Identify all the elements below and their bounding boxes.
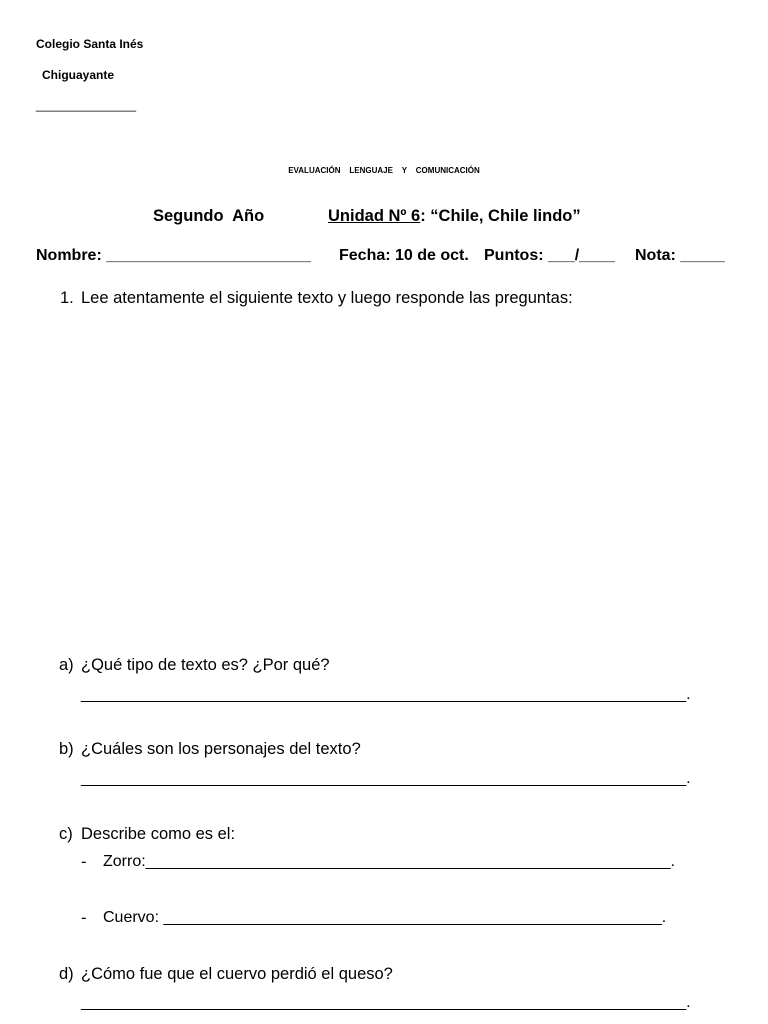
question-c-text: Describe como es el: [81,825,236,843]
question-d-answer-line[interactable]: ____________________________________________________________________. [81,994,691,1011]
question-d-letter: d) [59,965,74,983]
school-city: Chiguayante [42,68,115,82]
instruction-number: 1. [60,289,74,307]
question-a-answer-line[interactable]: ____________________________________________________________________. [81,686,691,703]
question-c-letter: c) [59,825,73,843]
date-field: Fecha: 10 de oct. [339,247,469,264]
question-a-letter: a) [59,656,74,674]
instruction-text: Lee atentamente el siguiente texto y luego responde las preguntas: [81,289,573,307]
exam-grade: Segundo Año [153,207,265,225]
grade-field: Nota: _____ [635,247,725,264]
question-b-answer-line[interactable]: ____________________________________________________________________. [81,770,691,787]
question-d-text: ¿Cómo fue que el cuervo perdió el queso? [81,965,393,983]
character-bullet: - [81,853,87,871]
name-field: Nombre: _______________________ [36,247,311,264]
unit-name: : “Chile, Chile lindo” [420,207,581,225]
question-b-text: ¿Cuáles son los personajes del texto? [81,740,361,758]
exam-unit [328,207,581,226]
zorro-answer-line[interactable]: Zorro:___________________________________________________________. [103,853,676,870]
question-a-text: ¿Qué tipo de texto es? ¿Por qué? [81,656,330,674]
character-bullet: - [81,909,87,927]
header-rule: _______________ [36,98,137,112]
question-b-letter: b) [59,740,74,758]
cuervo-answer-line[interactable]: Cuervo: ________________________________________________________. [103,909,667,926]
unit-label: Unidad Nº 6 [328,207,421,225]
points-field: Puntos: ___/____ [484,247,615,264]
school-name: Colegio Santa Inés [36,37,144,51]
exam-title: EVALUACIÓN LENGUAJE Y COMUNICACIÓN [288,166,480,175]
